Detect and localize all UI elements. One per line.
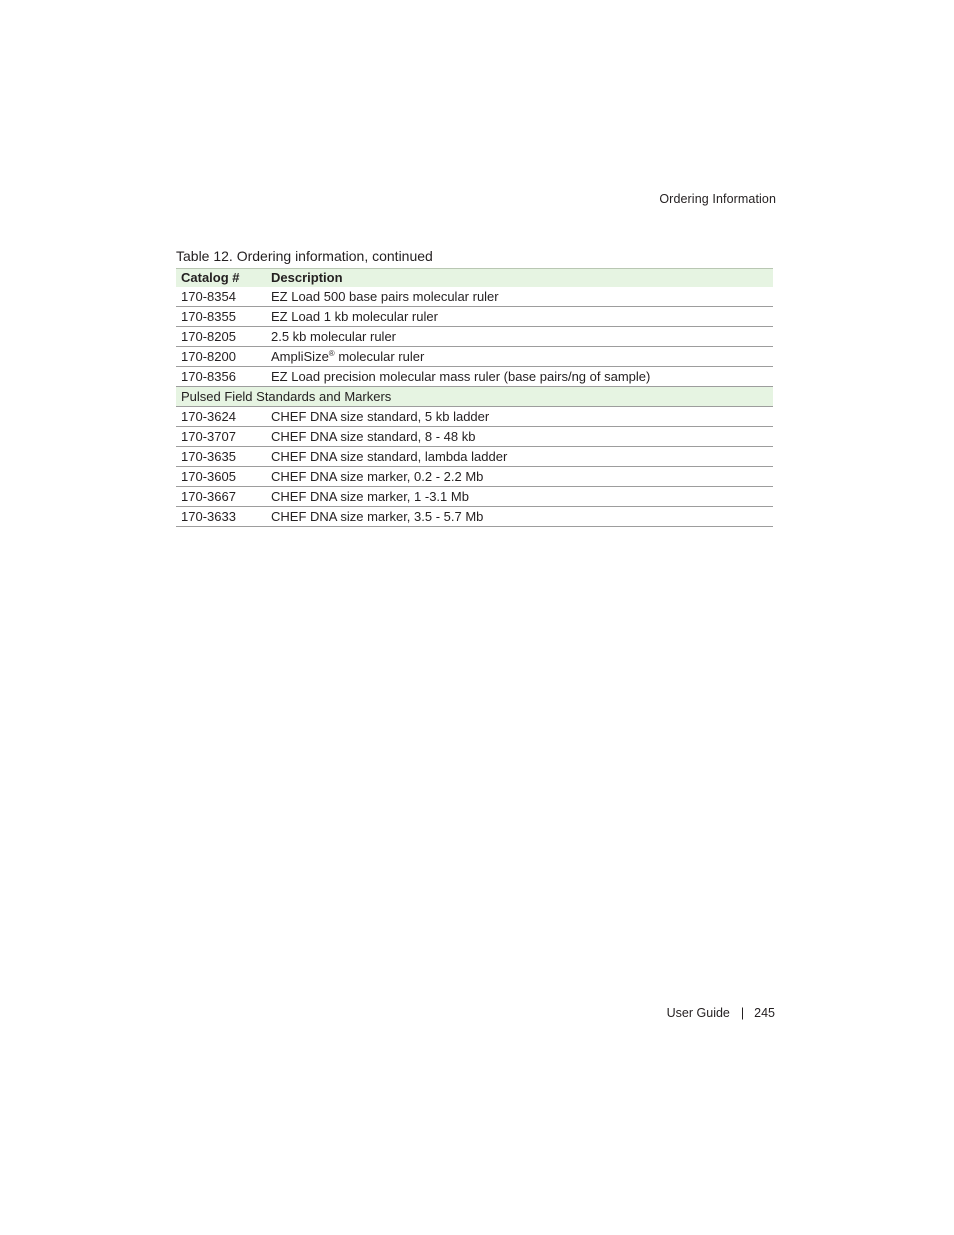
table-row — [176, 287, 773, 307]
catalog-cell: 170-8205 — [176, 327, 266, 347]
running-header: Ordering Information — [659, 192, 776, 206]
description-cell: CHEF DNA size marker, 3.5 - 5.7 Mb — [266, 507, 773, 527]
table-row — [176, 467, 773, 487]
catalog-cell: 170-3667 — [176, 487, 266, 507]
column-header-catalog: Catalog # — [176, 269, 266, 288]
footer-separator: | — [740, 1006, 745, 1020]
description-text: molecular ruler — [334, 349, 425, 364]
catalog-cell: 170-3633 — [176, 507, 266, 527]
description-cell: CHEF DNA size marker, 0.2 - 2.2 Mb — [266, 467, 773, 487]
table-row — [176, 327, 773, 347]
description-cell: CHEF DNA size standard, lambda ladder — [266, 447, 773, 467]
description-cell: CHEF DNA size standard, 5 kb ladder — [266, 407, 773, 427]
section-header-row — [176, 387, 773, 407]
table-row — [176, 487, 773, 507]
table-row — [176, 367, 773, 387]
page-footer — [667, 1006, 775, 1020]
catalog-cell: 170-8354 — [176, 287, 266, 307]
table-caption: Table 12. Ordering information, continued — [176, 248, 433, 264]
table-row — [176, 427, 773, 447]
table-row — [176, 407, 773, 427]
registered-mark: ® — [328, 349, 335, 358]
description-cell: EZ Load precision molecular mass ruler (base pairs/ng of sample) — [266, 367, 773, 387]
table-row — [176, 307, 773, 327]
description-cell: EZ Load 1 kb molecular ruler — [266, 307, 773, 327]
description-cell: EZ Load 500 base pairs molecular ruler — [266, 287, 773, 307]
description-cell: CHEF DNA size standard, 8 - 48 kb — [266, 427, 773, 447]
description-cell: CHEF DNA size marker, 1 -3.1 Mb — [266, 487, 773, 507]
table-row — [176, 507, 773, 527]
page-number: 245 — [754, 1006, 775, 1020]
catalog-cell: 170-8356 — [176, 367, 266, 387]
table-row — [176, 447, 773, 467]
section-label: Pulsed Field Standards and Markers — [176, 387, 773, 407]
footer-label: User Guide — [666, 1006, 730, 1020]
description-cell: 2.5 kb molecular ruler — [266, 327, 773, 347]
catalog-cell: 170-3635 — [176, 447, 266, 467]
description-text: AmpliSize — [271, 349, 329, 364]
table-row — [176, 347, 773, 367]
catalog-cell: 170-8200 — [176, 347, 266, 367]
catalog-cell: 170-3624 — [176, 407, 266, 427]
catalog-cell: 170-3707 — [176, 427, 266, 447]
catalog-cell: 170-3605 — [176, 467, 266, 487]
table-header-row — [176, 269, 773, 288]
catalog-cell: 170-8355 — [176, 307, 266, 327]
ordering-table — [176, 268, 773, 527]
description-cell — [266, 347, 773, 367]
column-header-description: Description — [266, 269, 773, 288]
